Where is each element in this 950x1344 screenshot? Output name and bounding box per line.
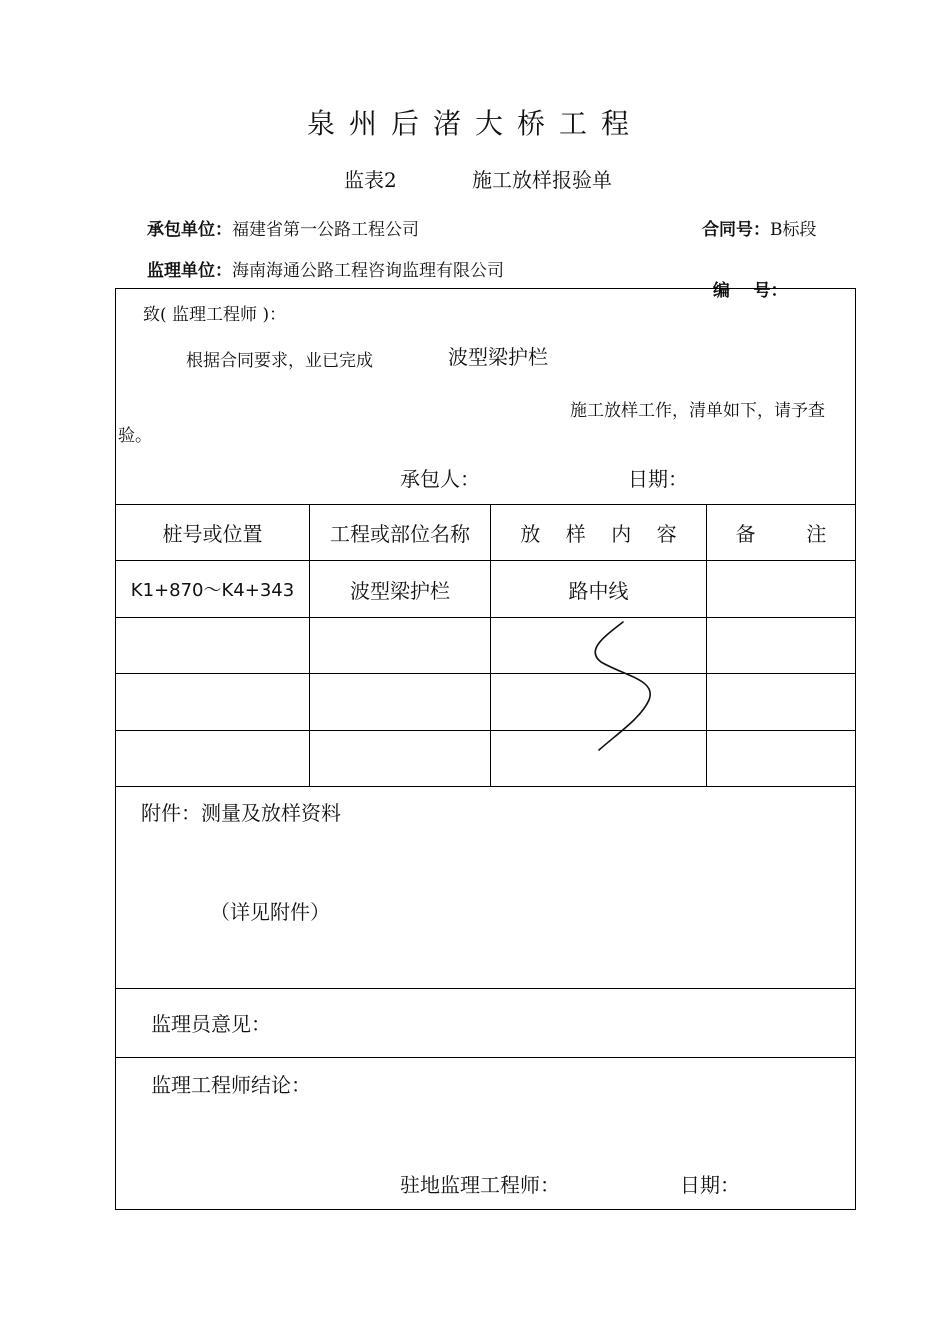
divider [115, 730, 856, 731]
table-cell-part-name: 波型梁护栏 [350, 578, 450, 603]
header-part-name: 工程或部位名称 [330, 522, 470, 546]
addressee: 致( 监理工程师 )： [143, 305, 287, 325]
supervisor-row [147, 256, 504, 281]
contractor-value: 福建省第一公路工程公司 [232, 220, 419, 240]
request-intro: 根据合同要求，业已完成 [186, 351, 373, 371]
void-scribble-mark [585, 618, 665, 758]
table-cell-remarks [707, 561, 855, 617]
number-label: 编 号： [712, 281, 788, 301]
attachment-label: 附件：测量及放样资料 [141, 801, 341, 825]
table-cell-station: K1+870～K4+343 [130, 580, 295, 601]
request-date-label: 日期： [628, 467, 688, 491]
divider [115, 988, 856, 989]
request-item: 波型梁护栏 [448, 345, 548, 369]
header-layout-content: 放 样 内 容 [520, 522, 677, 546]
divider [115, 617, 856, 618]
form-number: 监表2 [344, 168, 397, 192]
divider [115, 786, 856, 787]
request-body-end: 验。 [118, 426, 152, 446]
divider [115, 673, 856, 674]
engineer-conclusion-label: 监理工程师结论： [151, 1073, 311, 1097]
inspector-opinion-label: 监理员意见： [151, 1012, 271, 1036]
contractor-row [147, 215, 419, 240]
table-cell-layout-content: 路中线 [568, 578, 629, 603]
contract-label: 合同号： [702, 220, 770, 240]
contract-row [702, 215, 817, 240]
form-name: 施工放样报验单 [472, 168, 612, 192]
document-title: 泉州后渚大桥工程 [306, 107, 643, 140]
contractor-label: 承包单位： [147, 220, 232, 240]
resident-engineer-signature-label: 驻地监理工程师： [400, 1173, 560, 1197]
supervisor-label: 监理单位： [147, 261, 232, 281]
attachment-note: （详见附件） [210, 900, 330, 924]
request-body: 施工放样工作，清单如下，请予查 [570, 401, 825, 421]
contract-value: B标段 [770, 220, 817, 240]
contractor-signature-label: 承包人： [400, 467, 480, 491]
header-station: 桩号或位置 [162, 522, 263, 546]
supervisor-value: 海南海通公路工程咨询监理有限公司 [232, 261, 504, 281]
divider [115, 1057, 856, 1058]
conclusion-date-label: 日期： [680, 1173, 740, 1197]
header-remarks: 备 注 [735, 522, 827, 546]
